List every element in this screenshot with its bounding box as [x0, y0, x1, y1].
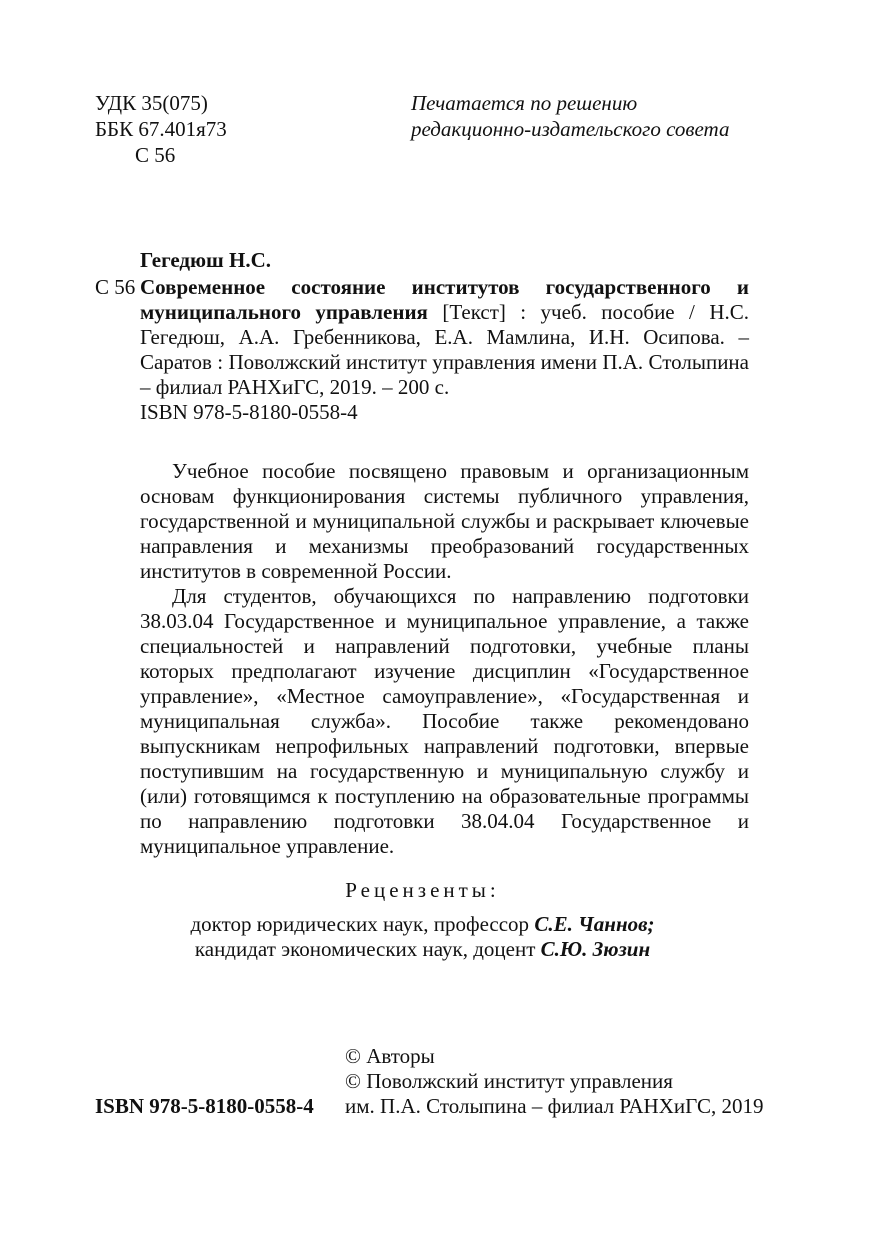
bibliographic-entry: [140, 275, 749, 425]
author-code: С 56: [135, 143, 176, 167]
entry-margin-code: С 56: [95, 275, 136, 299]
reviewer-1-name: С.Е. Чаннов;: [534, 912, 655, 936]
copyright-block: [345, 1044, 763, 1119]
entry-details: [Текст] : учеб. пособие / Н.С. Гегедюш, А.А. Гребенникова, Е.А. Мамлина, И.Н. Осипова. – Саратов : Поволжский институт управления имени П.А. Столыпина – филиал РАНХиГС, 2019. – 200 с.: [140, 300, 749, 399]
entry-author: Гегедюш Н.С.: [140, 248, 272, 272]
copyright-line-1: © Авторы: [345, 1044, 435, 1068]
publication-note: [411, 91, 729, 143]
publication-note-line1: Печатается по решению: [411, 91, 638, 115]
reviewer-2-role: кандидат экономических наук, доцент: [194, 937, 541, 961]
entry-title: Современное состояние институтов государственного и муниципального управления: [140, 275, 749, 324]
classification-codes: [95, 91, 227, 169]
copyright-line-3: им. П.А. Столыпина – филиал РАНХиГС, 2019: [345, 1094, 764, 1118]
reviewer-2-name: С.Ю. Зюзин: [540, 937, 651, 961]
abstract-paragraph-1: Учебное пособие посвящено правовым и организационным основам функционирования системы публичного управления, государственной и муниципальной службы и раскрывает ключевые направления и механизмы преобразований государственных институтов в современной России.: [140, 459, 749, 583]
copyright-line-2: © Поволжский институт управления: [345, 1069, 673, 1093]
reviewer-2: [0, 937, 845, 962]
reviewers-title: Рецензенты:: [345, 878, 500, 902]
reviewer-1-role: доктор юридических наук, профессор: [190, 912, 535, 936]
isbn-bottom: ISBN 978-5-8180-0558-4: [95, 1094, 314, 1118]
abstract-paragraph-2: Для студентов, обучающихся по направлению подготовки 38.03.04 Государственное и муниципальное управление, а также специальностей и направлений подготовки, учебные планы которых предполагают изучение дисциплин «Государственное управление», «Местное самоуправление», «Государственная и муниципальная служба». Пособие также рекомендовано выпускникам непрофильных направлений подготовки, впервые поступившим на государственную и муниципальную службу и (или) готовящимся к поступлению на образовательные программы по направлению подготовки 38.04.04 Государственное и муниципальное управление.: [140, 584, 749, 858]
abstract: [140, 459, 749, 859]
udk-code: УДК 35(075): [95, 91, 208, 115]
publication-note-line2: редакционно-издательского совета: [411, 117, 730, 141]
entry-isbn: ISBN 978-5-8180-0558-4: [140, 400, 358, 424]
bbk-code: ББК 67.401я73: [95, 117, 227, 141]
reviewer-1: [0, 912, 845, 937]
